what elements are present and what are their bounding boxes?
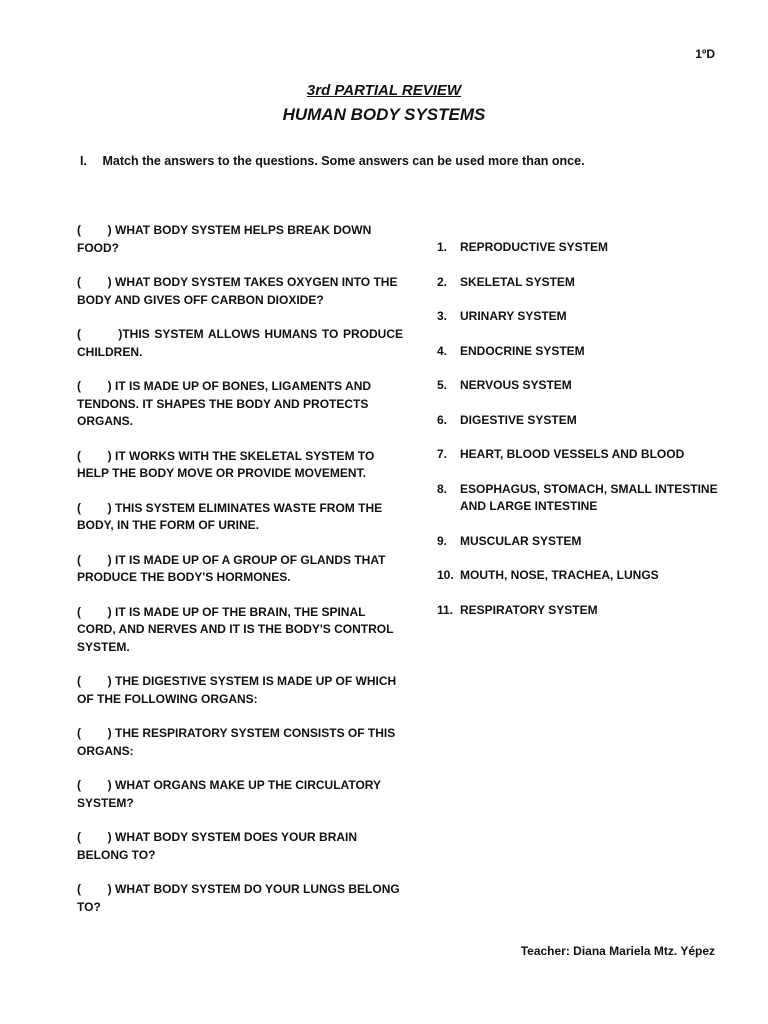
answer-item	[437, 239, 737, 257]
question-item	[77, 881, 403, 916]
question-text: IT IS MADE UP OF THE BRAIN, THE SPINAL CORD, AND NERVES AND IT IS THE BODY'S CONTROL SYSTEM.	[77, 604, 394, 654]
answer-item	[437, 533, 737, 551]
answer-item	[437, 481, 737, 516]
answer-text: ESOPHAGUS, STOMACH, SMALL INTESTINE AND LARGE INTESTINE	[460, 481, 718, 513]
answer-number: 5.	[437, 378, 448, 392]
answer-list	[437, 239, 737, 636]
answer-text: RESPIRATORY SYSTEM	[460, 602, 598, 617]
question-item	[77, 552, 403, 587]
question-item	[77, 673, 403, 708]
question-list	[77, 222, 403, 933]
answer-number: 8.	[437, 481, 448, 496]
answer-blank[interactable]: ( )	[77, 778, 112, 792]
answer-text: URINARY SYSTEM	[460, 309, 567, 323]
question-item	[77, 378, 403, 431]
question-item	[77, 500, 403, 535]
instruction-number: I.	[80, 154, 87, 168]
answer-item	[437, 567, 737, 585]
question-text: THIS SYSTEM ALLOWS HUMANS TO PRODUCE CHILDREN.	[77, 327, 403, 359]
answer-item	[437, 377, 737, 395]
answer-item	[437, 343, 737, 361]
answer-number: 1.	[437, 240, 448, 254]
answer-blank[interactable]: ( )	[77, 552, 112, 567]
answer-blank[interactable]: ( )	[77, 604, 112, 619]
question-item	[77, 604, 403, 657]
question-item	[77, 829, 403, 864]
question-text: WHAT ORGANS MAKE UP THE CIRCULATORY SYSTEM?	[77, 778, 381, 810]
question-item	[77, 274, 403, 309]
answer-item	[437, 602, 737, 620]
answer-item	[437, 446, 737, 464]
question-text: WHAT BODY SYSTEM DO YOUR LUNGS BELONG TO?	[77, 882, 400, 914]
teacher-credit: Teacher: Diana Mariela Mtz. Yépez	[520, 944, 715, 958]
answer-number: 7.	[437, 447, 448, 461]
answer-number: 4.	[437, 343, 448, 358]
question-text: THIS SYSTEM ELIMINATES WASTE FROM THE BODY, IN THE FORM OF URINE.	[77, 500, 383, 532]
answer-number: 10.	[437, 568, 454, 582]
question-item	[77, 326, 403, 361]
question-text: THE DIGESTIVE SYSTEM IS MADE UP OF WHICH OF THE FOLLOWING ORGANS:	[77, 674, 397, 706]
question-item	[77, 222, 403, 257]
answer-number: 2.	[437, 274, 448, 289]
instruction-text: Match the answers to the questions. Some answers can be used more than once.	[102, 154, 585, 168]
answer-blank[interactable]: ( )	[77, 223, 112, 237]
partial-review-heading: 3rd PARTIAL REVIEW	[306, 82, 462, 99]
answer-text: REPRODUCTIVE SYSTEM	[460, 240, 609, 254]
question-item	[77, 725, 403, 760]
question-text: WHAT BODY SYSTEM TAKES OXYGEN INTO THE BODY AND GIVES OFF CARBON DIOXIDE?	[77, 275, 398, 307]
page-title: HUMAN BODY SYSTEMS	[282, 105, 486, 124]
question-item	[77, 448, 403, 483]
answer-number: 3.	[437, 309, 448, 323]
question-text: IT IS MADE UP OF BONES, LIGAMENTS AND TENDONS. IT SHAPES THE BODY AND PROTECTS ORGANS.	[77, 379, 372, 428]
answer-blank[interactable]: ( )	[77, 379, 112, 393]
answer-number: 9.	[437, 533, 448, 548]
answer-blank[interactable]: ( )	[77, 448, 112, 463]
question-text: THE RESPIRATORY SYSTEM CONSISTS OF THIS ORGANS:	[77, 726, 396, 758]
question-text: WHAT BODY SYSTEM DOES YOUR BRAIN BELONG TO?	[77, 830, 358, 862]
question-text: IT IS MADE UP OF A GROUP OF GLANDS THAT PRODUCE THE BODY'S HORMONES.	[77, 552, 386, 584]
answer-item	[437, 412, 737, 430]
answer-number: 11.	[437, 602, 454, 617]
instruction	[80, 154, 585, 168]
answer-text: DIGESTIVE SYSTEM	[460, 412, 577, 427]
answer-blank[interactable]: ( )	[77, 882, 112, 896]
answer-number: 6.	[437, 412, 448, 427]
answer-blank[interactable]: ( )	[77, 275, 112, 289]
answer-text: SKELETAL SYSTEM	[460, 274, 575, 289]
answer-blank[interactable]: ( )	[77, 500, 112, 515]
question-text: IT WORKS WITH THE SKELETAL SYSTEM TO HELP THE BODY MOVE OR PROVIDE MOVEMENT.	[77, 448, 375, 480]
answer-item	[437, 274, 737, 292]
question-text: WHAT BODY SYSTEM HELPS BREAK DOWN FOOD?	[77, 223, 372, 255]
answer-text: NERVOUS SYSTEM	[460, 378, 572, 392]
question-item	[77, 777, 403, 812]
answer-text: MUSCULAR SYSTEM	[460, 533, 582, 548]
answer-text: ENDOCRINE SYSTEM	[460, 343, 585, 358]
answer-blank[interactable]: ( )	[77, 726, 112, 740]
answer-blank[interactable]: ( )	[77, 830, 112, 844]
answer-blank[interactable]: ( )	[77, 327, 123, 341]
answer-text: MOUTH, NOSE, TRACHEA, LUNGS	[460, 568, 659, 582]
grade-label: 1ºD	[695, 47, 715, 61]
answer-blank[interactable]: ( )	[77, 674, 112, 688]
answer-text: HEART, BLOOD VESSELS AND BLOOD	[460, 447, 685, 461]
answer-item	[437, 308, 737, 326]
